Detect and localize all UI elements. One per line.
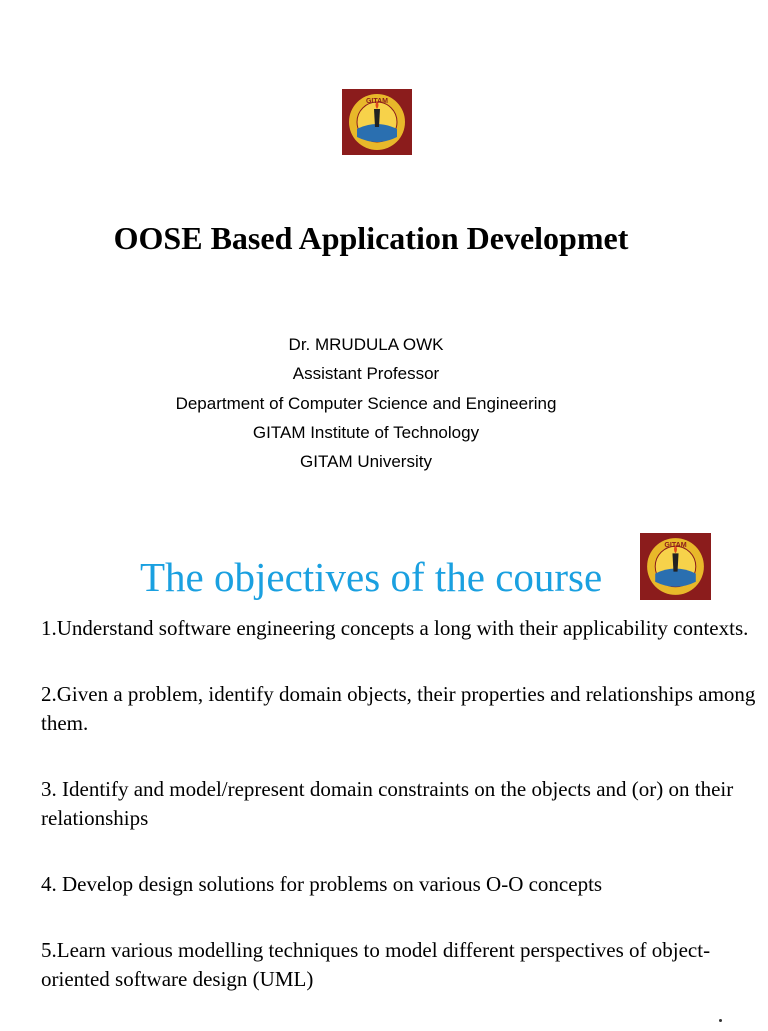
objective-item: 4. Develop design solutions for problems on various O-O concepts bbox=[41, 872, 603, 896]
svg-text:GITAM: GITAM bbox=[664, 541, 687, 550]
objective-item: 1.Understand software engineering concepts a long with their applicability contexts. bbox=[41, 616, 749, 640]
gitam-logo bbox=[342, 89, 412, 155]
author-department: Department of Computer Science and Engineering bbox=[175, 393, 557, 413]
author-institute: GITAM Institute of Technology bbox=[252, 422, 480, 442]
objectives-list bbox=[41, 614, 756, 1031]
slide-corner-mark bbox=[719, 1019, 722, 1022]
author-name: Dr. MRUDULA OWK bbox=[288, 335, 444, 354]
gitam-emblem-icon bbox=[342, 89, 412, 155]
objective-item: 5.Learn various modelling techniques to model different perspectives of object-oriented software design (UML) bbox=[41, 938, 711, 991]
objectives-heading: The objectives of the course bbox=[140, 554, 603, 600]
author-block bbox=[0, 330, 732, 476]
objective-item: 3. Identify and model/represent domain constraints on the objects and (or) on their relationships bbox=[41, 777, 734, 830]
slide-title: OOSE Based Application Developmet bbox=[113, 220, 629, 256]
author-university: GITAM University bbox=[300, 452, 432, 472]
objective-item: 2.Given a problem, identify domain objects, their properties and relationships among them. bbox=[41, 682, 756, 735]
gitam-emblem-icon bbox=[640, 533, 711, 600]
author-designation: Assistant Professor bbox=[292, 364, 440, 384]
gitam-logo-small bbox=[640, 533, 711, 600]
svg-text:GITAM: GITAM bbox=[365, 98, 389, 105]
